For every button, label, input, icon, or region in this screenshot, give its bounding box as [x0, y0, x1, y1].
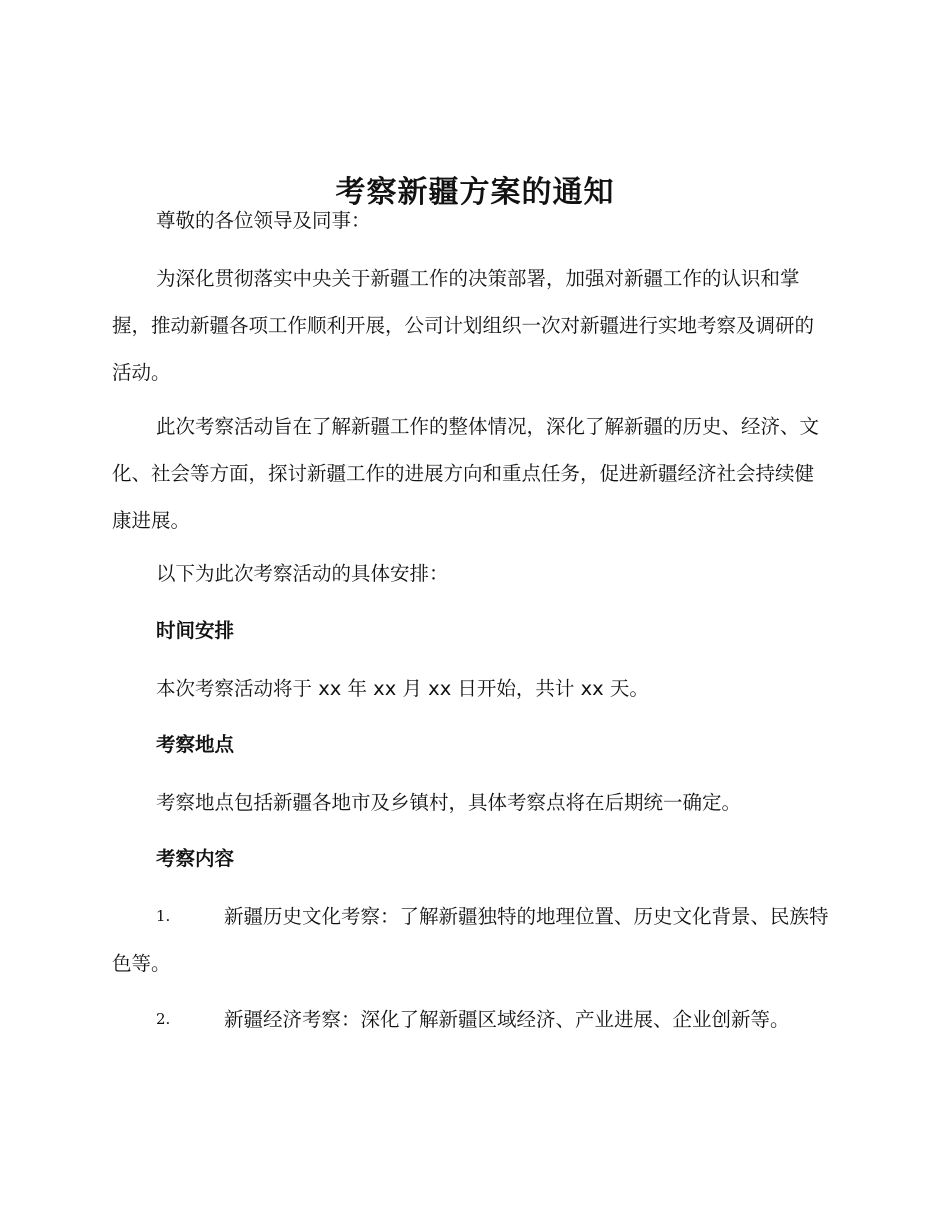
list-item-text: 新疆经济考察：深化了解新疆区域经济、产业进展、企业创新等。: [224, 1008, 790, 1031]
list-item-number: 1.: [156, 907, 171, 925]
paragraph-purpose: 此次考察活动旨在了解新疆工作的整体情况，深化了解新疆的历史、经济、文化、社会等方面，探讨新疆工作的进展方向和重点任务，促进新疆经济社会持续健康进展。: [112, 415, 820, 532]
section-text-schedule: 本次考察活动将于 xx 年 xx 月 xx 日开始，共计 xx 天。: [156, 677, 649, 700]
paragraph-arrangement-intro: 以下为此次考察活动的具体安排：: [156, 562, 449, 585]
list-item: [112, 893, 832, 987]
paragraph-intro: 为深化贯彻落实中央关于新疆工作的决策部署，加强对新疆工作的认识和掌握，推动新疆各项工作顺利开展，公司计划组织一次对新疆进行实地考察及调研的活动。: [112, 267, 815, 384]
section-heading-schedule: 时间安排: [156, 619, 235, 642]
salutation: 尊敬的各位领导及同事：: [156, 209, 371, 232]
list-item: [112, 996, 832, 1043]
document-title: 考察新疆方案的通知: [335, 175, 615, 211]
section-heading-content: 考察内容: [156, 847, 235, 870]
list-item-number: 2.: [156, 1010, 171, 1028]
section-text-location: 考察地点包括新疆各地市及乡镇村，具体考察点将在后期统一确定。: [156, 791, 742, 814]
list-item-text: 新疆历史文化考察：了解新疆独特的地理位置、历史文化背景、民族特色等。: [112, 905, 829, 975]
section-heading-location: 考察地点: [156, 733, 235, 756]
